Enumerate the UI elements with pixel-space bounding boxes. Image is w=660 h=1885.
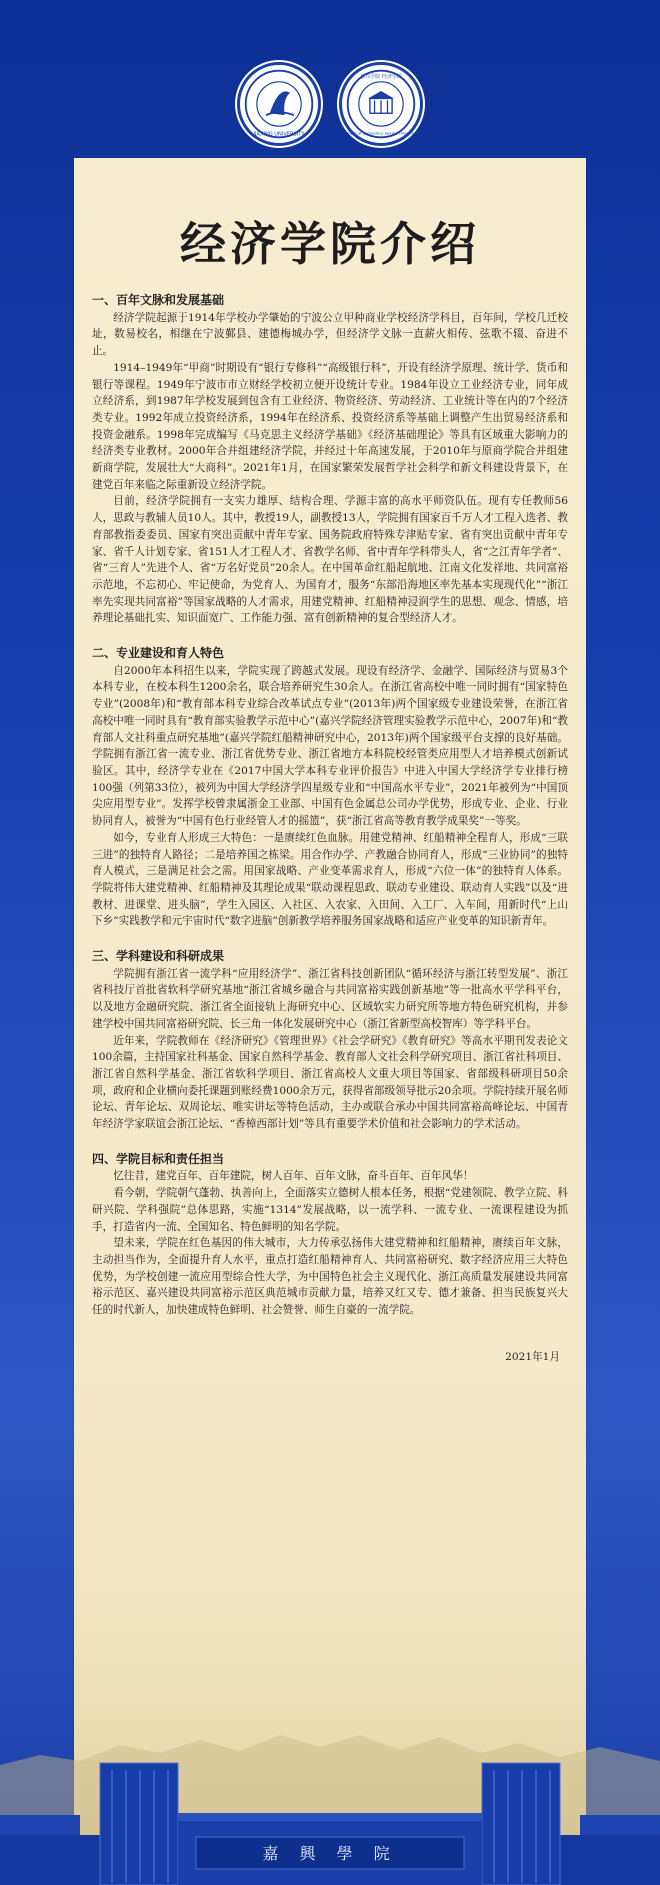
logo-right-text-cn: 嘉兴学院 经济学院 [359,74,403,81]
university-emblem-icon [242,67,316,141]
section-1-paragraph-2: 1914–1949年“甲商”时期设有“银行专修科”“高级银行科”，开设有经济学原理、统计学、货币和银行等课程。1949年宁波市市立财经学校初立便开设统计专业。1984年设立工业经济专业，同年成立经济系，到1987年学校发展到包含有工业经济、物资经济、劳动经济、工业统计等在内的7个经济类专业。1992年成立投资经济系，1994年在经济系、投资经济系等基础上调整产生出贸易经济系和投资金融系。1998年完成编写《马克思主义经济学基础》《经济基础理论》等具有区域重大影响力的经济类专业教材。2000年合并组建经济学院，并经过十年高速发展，于2010年与原商学院合并组建新商学院，发展壮大“大商科”。2021年1月，在国家繁荣发展哲学社会科学和新文科建设背景下，在建党百年来临之际重新设立经济学院。 [92,361,568,491]
school-of-economics-logo [339,62,423,146]
page-title: 经济学院介绍 [180,217,480,271]
logo-bar [0,44,660,164]
campus-gate-illustration [0,1585,660,1885]
intro-content [92,286,568,1365]
section-2-paragraph-2: 如今，专业育人形成三大特色：一是赓续红色血脉。用建党精神、红船精神全程育人，形成“三联三进”的独特育人路径；二是培养国之栋梁。用合作办学、产教融合协同育人，形成“三业协同”的独特育人模式，三是满足社会之需。用国家战略、产业变革需求育人，形成“六位一体”的独特育人体系。学院将伟大建党精神、红船精神及其理论成果“联动课程思政、联动专业建设、联动育人实践”以及“进教材、进课堂、进头脑”，学生入园区、入社区、入农家、入田间、入工厂、入车间，用新时代“上山下乡”实践教学和元宇宙时代“数字进脑”创新教学培养服务国家战略和适应产业变革的知识新青年。 [92,831,568,928]
section-4-paragraph-3: 望未来，学院在红色基因的伟大城市，大力传承弘扬伟大建党精神和红船精神，赓续百年文脉，主动担当作为，全面提升育人水平，重点打造红船精神育人、共同富裕研究、数字经济应用三大特色优势，为学校创建一流应用型综合性大学，为中国特色社会主义现代化、浙江高质量发展建设共同富裕示范区、嘉兴建设共同富裕示范区典范城市贡献力量，培养又红又专、德才兼备、担当民族复兴大任的时代新人，加快建成特色鲜明、社会赞誉、师生自豪的一流学院。 [92,1237,568,1317]
logo-left-text: JIAXING UNIVERSITY [253,131,305,138]
section-3-paragraph-1: 学院拥有浙江省一流学科“应用经济学”、浙江省科技创新团队“循环经济与浙江转型发展”、浙江省科技厅首批省软科学研究基地“浙江省城乡融合与共同富裕实践创新基地”等一批高水平学科平台，以及地方金融研究院、浙江省全面接轨上海研究中心、区域软实力研究所等地方特色研究机构，并参建学校中国共同富裕研究院、长三角一体化发展研究中心（浙江省新型高校智库）等学科平台。 [92,967,568,1030]
school-emblem-icon [344,67,418,141]
section-1-paragraph-1: 经济学院起源于1914年学校办学肇始的宁波公立甲种商业学校经济学科目，百年间，学校几迁校址，数易校名，相继在宁波鄞县、建德梅城办学，但经济学文脉一直薪火相传、弦歌不辍、奋进不止。 [92,311,568,358]
section-heading-4: 四、学院目标和责任担当 [92,1151,225,1166]
publish-date: 2021年1月 [505,1350,560,1363]
section-4-paragraph-2: 看今朝，学院朝气蓬勃、执善向上，全面落实立德树人根本任务，根据“党建领院、教学立院、科研兴院、学科强院”总体思路，实施“1314”发展战略，以一流学科、一流专业、一流课程建设为抓手，打造省内一流、全国知名、特色鲜明的知名学院。 [92,1187,568,1233]
section-heading-2: 二、专业建设和育人特色 [92,646,225,661]
logo-right-text: School of Economics Jiaxing University [344,130,418,136]
campus-illustration [0,1585,660,1885]
section-heading-1: 一、百年文脉和发展基础 [92,293,225,307]
gate-sign-text: 嘉 興 學 院 [262,1844,398,1863]
section-2-paragraph-1: 自2000年本科招生以来，学院实现了跨越式发展。现设有经济学、金融学、国际经济与贸易3个本科专业，在校本科生1200余名，联合培养研究生30余人。在浙江省高校中唯一同时拥有“国家特色专业”(2008年)和“教育部本科专业综合改革试点专业”(2013年)两个国家级专业建设荣誉，在浙江省高校中唯一同时具有“教育部实验教学示范中心”(嘉兴学院经济管理实验教学示范中心，2007年)和“教育部人文社科重点研究基地”(嘉兴学院红船精神研究中心，2013年)两个国家级平台支撑的良好基础。学院拥有浙江省一流专业、浙江省优势专业、浙江省地方本科院校经管类应用型人才培养模式创新试验区。其中，经济学专业在《2017中国大学本科专业评价报告》中进入中国大学经济学专业排行榜100强（列第33位），被列为中国大学经济学四星级专业和“中国高水平专业”，2021年被列为“中国顶尖应用型专业”。发挥学校曾隶属浙金工业部、中国有色金属总公司办学优势，形成专业、企业、行业协同育人，被誉为“中国有色行业经管人才的摇篮”，获“浙江省高等教育教学成果奖”一等奖。 [92,664,568,828]
section-1-paragraph-3: 目前，经济学院拥有一支实力雄厚、结构合理、学源丰富的高水平师资队伍。现有专任教师56人，思政与教辅人员10人。其中，教授19人，副教授13人，学院拥有国家百千万人才工程入选者、教育部教指委委员、国家有突出贡献中青年专家、国务院政府特殊专津贴专家、省有突出贡献中青年专家、省千人计划专家、省151人才工程人才、省教学名师、省中青年学科带头人，省“之江青年学者”、省“三育人”先进个人、省“万名好党员”20余人。在中国革命红船起航地、江南文化发祥地、共同富裕示范地，不忘初心、牢记使命，为党育人、为国育才，服务“东部沿海地区率先基本实现现代化”“浙江率先实现共同富裕”等国家战略的人才需求，用建党精神、红船精神浸润学生的思想、观念、情感，培养理论基础扎实、知识面宽广、工作能力强、富有创新精神的复合型经济人才。 [92,495,568,625]
section-3-paragraph-2: 近年来，学院教师在《经济研究》《管理世界》《社会学研究》《教育研究》等高水平期刊发表论文100余篇，主持国家社科基金、国家自然科学基金、教育部人文社会科学研究项目、浙江省社科项目、浙江省自然科学基金、浙江省软科学项目、浙江省高校人文重大项目等国家、省部级科研项目50余项，政府和企业横向委托课题到账经费1000余万元，获得省部级领导批示20余项。学院持续开展名师论坛、青年论坛、双周论坛、唯实讲坛等特色活动，主办或联合承办中国共同富裕高峰论坛、中国青年经济学家联谊会浙江论坛、“香樟西部计划”等具有重要学术价值和社会影响力的学术活动。 [92,1034,568,1131]
jiaxing-university-logo [237,62,321,146]
section-heading-3: 三、学科建设和科研成果 [92,949,225,964]
section-4-paragraph-1: 忆往昔，建党百年、百年建院，树人百年、百年文脉，奋斗百年、百年风华！ [113,1170,474,1183]
